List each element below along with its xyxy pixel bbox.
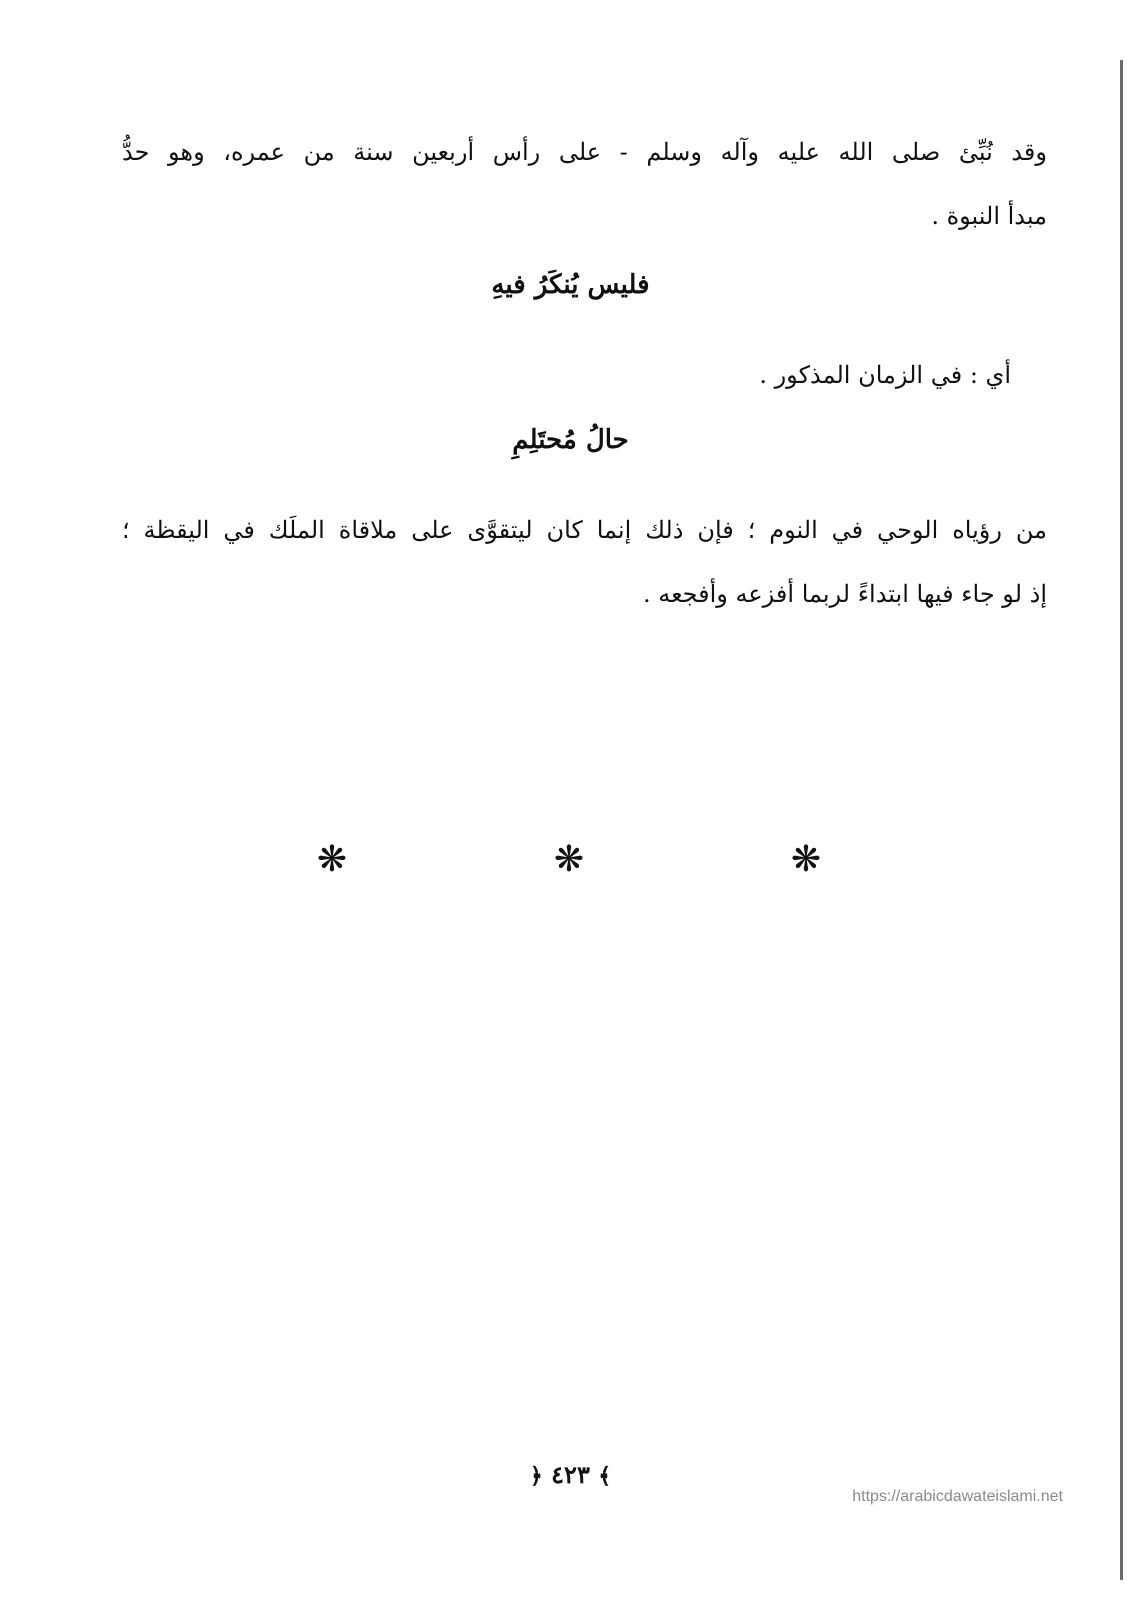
section-divider: [0, 840, 1141, 880]
watermark-url: https://arabicdawateislami.net: [852, 1488, 1063, 1505]
page-number: [0, 1460, 1141, 1489]
asterisk-ornament-icon: ❋: [790, 839, 822, 880]
ornate-bracket-icon: ﴿: [529, 1464, 543, 1489]
verse-heading: حالُ مُحتَلِمِ: [512, 425, 629, 455]
paragraph-explanation: أي : في الزمان المذكور .: [759, 361, 1011, 389]
asterisk-ornament-icon: ❋: [553, 839, 585, 880]
asterisk-ornament-icon: ❋: [316, 839, 348, 880]
paragraph-prophethood: [122, 120, 1047, 248]
page-number-value: ٤٢٣: [551, 1460, 590, 1489]
verse-heading: فليس يُنكَرُ فيهِ: [491, 270, 650, 300]
paragraph-line: من رؤياه الوحي في النوم ؛ فإن ذلك إنما كان ليتقوَّى على ملاقاة الملَك في اليقظة ؛: [122, 516, 1047, 544]
paragraph-dream-revelation: [122, 498, 1047, 626]
ornate-bracket-icon: ﴾: [598, 1464, 612, 1489]
paragraph-line: إذ لو جاء فيها ابتداءً لربما أفزعه وأفجعه .: [642, 580, 1047, 608]
paragraph-line: وقد نُبِّئ صلى الله عليه وآله وسلم - على رأس أربعين سنة من عمره، وهو حدُّ: [122, 138, 1047, 166]
paragraph-line: مبدأ النبوة .: [931, 202, 1047, 230]
